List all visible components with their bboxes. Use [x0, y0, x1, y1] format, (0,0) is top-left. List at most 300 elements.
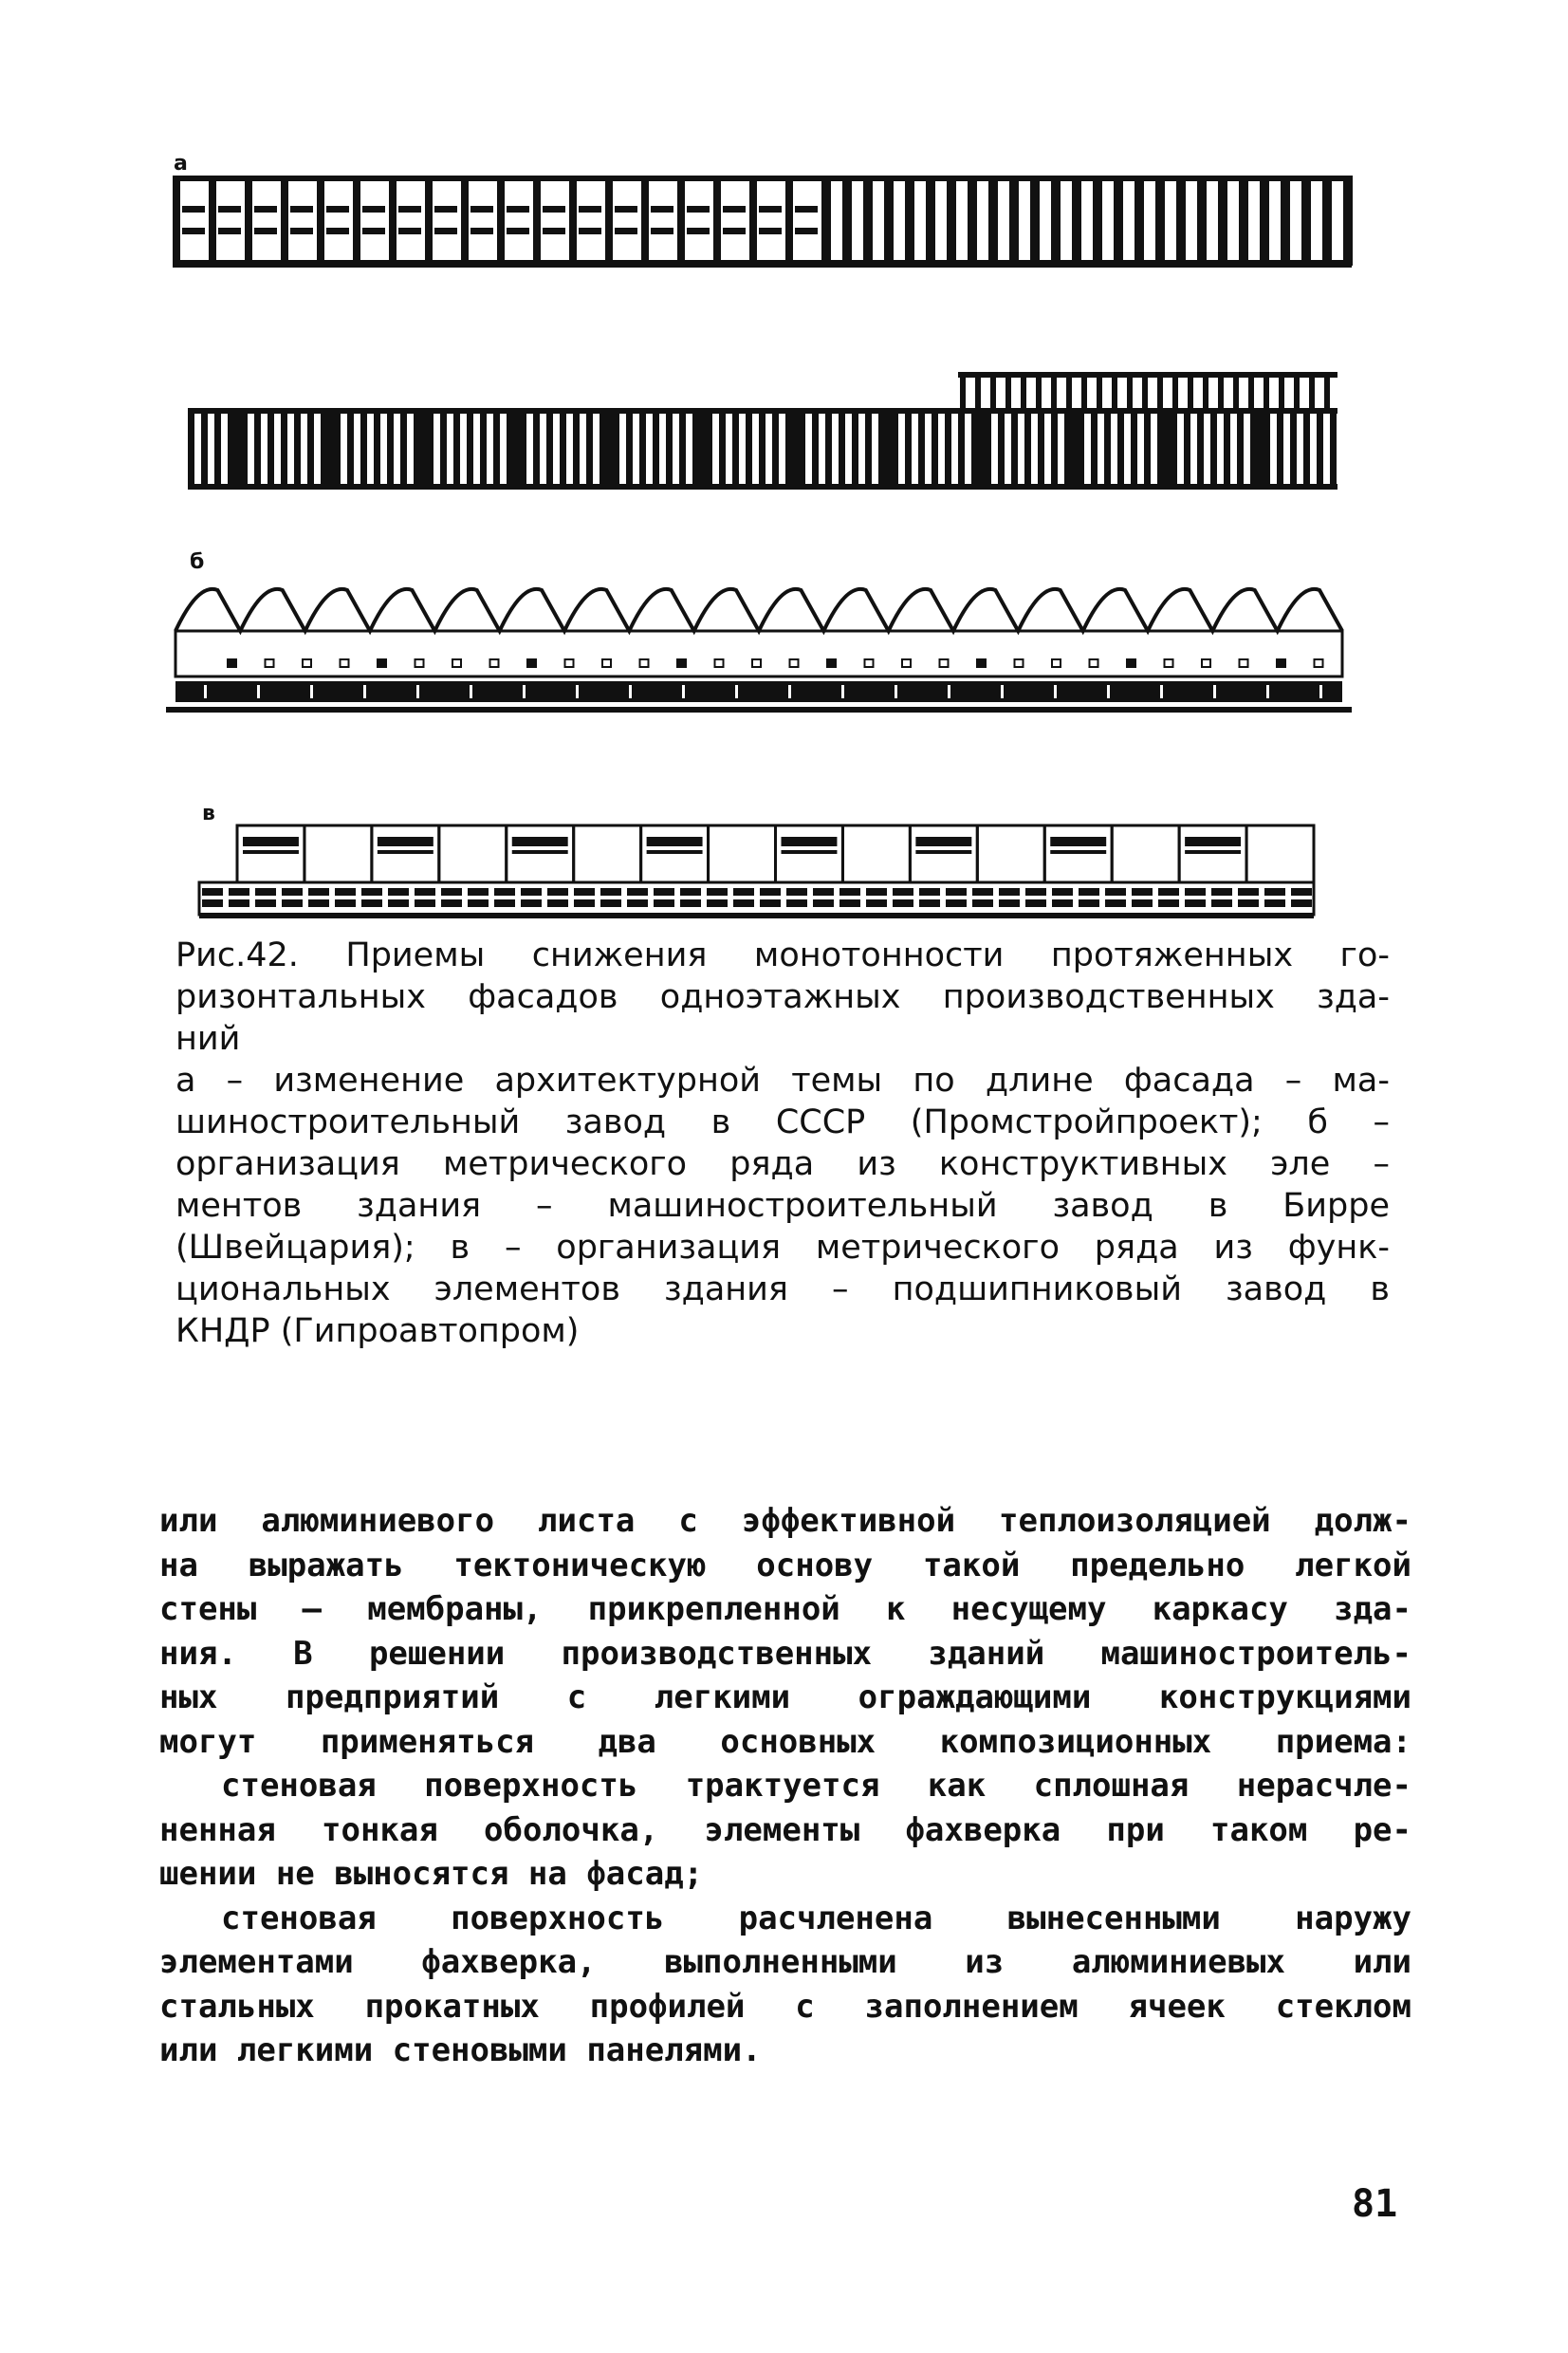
caption-line: ний	[175, 1020, 241, 1058]
fin	[1176, 176, 1186, 266]
caption-line: Рис.42. Приемы снижения монотонности протяженных го-	[175, 936, 1390, 974]
fin	[968, 176, 977, 266]
fin	[374, 408, 380, 484]
caption-line: организация метрического ряда из конструктивных эле –	[175, 1145, 1390, 1183]
lower-panel	[282, 888, 303, 896]
fin	[1011, 408, 1018, 484]
window	[378, 659, 386, 667]
fin	[1051, 176, 1061, 266]
mullion	[310, 685, 313, 698]
figure-label-b: б	[190, 550, 205, 574]
fin	[1264, 372, 1269, 410]
pier	[425, 176, 433, 266]
fin	[1279, 372, 1284, 410]
window	[527, 659, 536, 667]
mullion	[1266, 685, 1269, 698]
mullion	[416, 685, 419, 698]
fin	[1277, 408, 1283, 484]
fin	[812, 408, 819, 484]
bay-window	[1185, 850, 1241, 854]
fin	[905, 408, 912, 484]
lower-panel	[388, 899, 409, 907]
lower-panel	[707, 899, 728, 907]
fin	[1142, 372, 1148, 410]
fin	[1036, 372, 1042, 410]
fin	[863, 176, 873, 266]
panel-bar	[687, 228, 710, 234]
lower-panel	[547, 888, 568, 896]
window	[640, 659, 649, 667]
panel-bar	[182, 206, 205, 213]
pier	[533, 176, 541, 266]
lower-panel	[1052, 899, 1073, 907]
bay	[977, 825, 1044, 882]
lower-panel	[415, 888, 435, 896]
pier	[713, 176, 721, 266]
mullion	[1054, 685, 1057, 698]
window	[1090, 659, 1098, 667]
pier	[569, 176, 577, 266]
fin	[1051, 408, 1058, 484]
panel-bar	[398, 206, 421, 213]
panel-bar	[615, 206, 637, 213]
lower-panel	[1211, 888, 1232, 896]
window	[490, 659, 499, 667]
body-line: стеновая поверхность расчленена вынесенными наружу	[221, 1899, 1411, 1937]
panel-bar	[759, 228, 782, 234]
mullion	[576, 685, 579, 698]
fin	[347, 408, 354, 484]
mullion	[363, 685, 366, 698]
fin	[985, 408, 991, 484]
bay-window	[1050, 850, 1106, 854]
bay-window	[378, 837, 434, 846]
lower-panel	[547, 899, 568, 907]
pier	[461, 176, 469, 266]
fin	[825, 408, 832, 484]
lower-panel	[308, 888, 329, 896]
fin	[1188, 372, 1193, 410]
lower-panel	[893, 899, 913, 907]
window	[565, 659, 574, 667]
fin	[1301, 176, 1311, 266]
bay-window	[1185, 837, 1241, 846]
fin	[975, 372, 981, 410]
window	[790, 659, 799, 667]
fin	[1114, 176, 1123, 266]
bay	[709, 825, 776, 882]
fin	[1203, 372, 1208, 410]
body-line: стеновая поверхность трактуется как сплошная нерасчле-	[221, 1767, 1411, 1805]
fin	[998, 408, 1005, 484]
fin	[546, 408, 553, 484]
fin	[1127, 372, 1133, 410]
fin	[1210, 408, 1217, 484]
window	[865, 659, 874, 667]
window	[752, 659, 761, 667]
panel-bar	[723, 206, 746, 213]
roof-line	[173, 176, 1352, 181]
fin	[1218, 176, 1227, 266]
lower-panel	[866, 899, 887, 907]
lower-panel	[999, 888, 1020, 896]
fin	[932, 408, 938, 484]
window	[1240, 659, 1248, 667]
fin	[1038, 408, 1044, 484]
body-line: шении не выносятся на фасад;	[159, 1855, 704, 1893]
window	[303, 659, 311, 667]
figure-42	[0, 0, 1568, 949]
pier	[641, 176, 649, 266]
fin	[1237, 408, 1244, 484]
lower-panel	[335, 888, 356, 896]
lower-panel	[946, 899, 967, 907]
bay	[304, 825, 372, 882]
panel-bar	[254, 206, 277, 213]
panel-bar	[218, 228, 241, 234]
fin	[241, 408, 248, 484]
base-line	[188, 484, 1337, 490]
panel-bar	[579, 228, 601, 234]
fin	[759, 408, 766, 484]
fin	[988, 176, 998, 266]
fin	[884, 176, 894, 266]
panel-bar	[362, 206, 385, 213]
facade-v-metric	[199, 825, 1314, 918]
body-line: ненная тонкая оболочка, элементы фахверка при таком ре-	[159, 1810, 1411, 1849]
fin	[1248, 372, 1254, 410]
pier	[389, 176, 397, 266]
caption-line: (Швейцария); в – организация метрического ряда из функ-	[175, 1229, 1390, 1267]
lower-panel	[574, 888, 595, 896]
lower-panel	[468, 888, 489, 896]
panel-bar	[470, 228, 493, 234]
pier	[497, 176, 505, 266]
pier	[173, 176, 180, 266]
bay	[439, 825, 507, 882]
bay-window	[378, 850, 434, 854]
fin	[1309, 372, 1315, 410]
panel-bar	[398, 228, 421, 234]
caption-line: ризонтальных фасадов одноэтажных производственных зда-	[175, 978, 1390, 1016]
lower-panel	[760, 899, 781, 907]
panel-bar	[651, 228, 673, 234]
panel-bar	[290, 206, 313, 213]
fin	[1005, 372, 1011, 410]
fin	[188, 408, 194, 484]
fin	[573, 408, 580, 484]
fin	[400, 408, 407, 484]
mullion	[1001, 685, 1004, 698]
lower-panel	[760, 888, 781, 896]
panel-bar	[290, 228, 313, 234]
fin	[480, 408, 487, 484]
body-line: ния. В решении производственных зданий машиностроитель-	[159, 1634, 1411, 1673]
bay-window	[512, 850, 568, 854]
fin	[960, 372, 966, 410]
facade-a-lower	[188, 372, 1337, 490]
fin	[1239, 176, 1248, 266]
window	[940, 659, 949, 667]
fin	[1009, 176, 1019, 266]
bay-window	[512, 837, 568, 846]
fin	[852, 408, 858, 484]
caption-line: шиностроительный завод в СССР (Промстройпроект); б –	[175, 1103, 1390, 1141]
panel-bar	[543, 206, 565, 213]
window	[1202, 659, 1210, 667]
fin	[1264, 408, 1270, 484]
lower-panel	[361, 899, 382, 907]
panel-bar	[434, 206, 457, 213]
fin	[772, 408, 779, 484]
bay-window	[782, 837, 838, 846]
window	[415, 659, 424, 667]
panel-bar	[434, 228, 457, 234]
lower-panel	[919, 899, 940, 907]
bay-window	[915, 837, 971, 846]
fin	[1197, 408, 1204, 484]
caption-line: КНДР (Гипроавтопром)	[175, 1312, 580, 1350]
panel-bar	[795, 228, 818, 234]
lower-panel	[627, 888, 648, 896]
fin	[653, 408, 659, 484]
lower-panel	[1264, 888, 1285, 896]
window	[715, 659, 724, 667]
lower-panel	[574, 899, 595, 907]
pier	[749, 176, 757, 266]
panel-bar	[795, 206, 818, 213]
figure-label-a: а	[174, 152, 188, 176]
figure-caption	[175, 935, 1390, 1352]
lower-panel	[441, 899, 462, 907]
fin	[947, 176, 956, 266]
fin	[1224, 408, 1230, 484]
lower-panel	[1132, 888, 1153, 896]
fin	[639, 408, 646, 484]
fin	[453, 408, 460, 484]
body-line: элементами фахверка, выполненными из алюминиевых или	[159, 1943, 1411, 1981]
lower-panel	[1158, 899, 1179, 907]
fin	[1024, 408, 1031, 484]
lower-panel	[813, 899, 834, 907]
fin	[1093, 176, 1102, 266]
facade-drawings	[0, 0, 1568, 949]
figure-label-v: в	[202, 802, 215, 825]
fin	[1066, 372, 1072, 410]
window	[341, 659, 349, 667]
panel-bar	[651, 206, 673, 213]
lower-panel	[388, 888, 409, 896]
lower-panel	[1291, 899, 1312, 907]
fin	[560, 408, 566, 484]
fin	[926, 176, 935, 266]
bay-window	[243, 850, 299, 854]
pier	[209, 176, 216, 266]
bay	[1112, 825, 1179, 882]
fin	[918, 408, 925, 484]
mullion	[204, 685, 207, 698]
panel-bar	[254, 228, 277, 234]
bay-window	[1050, 837, 1106, 846]
lower-panel	[813, 888, 834, 896]
lower-panel	[1079, 899, 1099, 907]
mullion	[735, 685, 738, 698]
wall-band	[175, 631, 1342, 676]
lower-panel	[229, 899, 249, 907]
fin	[905, 176, 914, 266]
body-line: стальных прокатных профилей с заполнением ячеек стеклом	[159, 1987, 1411, 2026]
window	[1052, 659, 1061, 667]
fin	[1030, 176, 1040, 266]
mullion	[1160, 685, 1163, 698]
fin	[732, 408, 739, 484]
lower-panel	[1079, 888, 1099, 896]
mullion	[788, 685, 791, 698]
lower-panel	[680, 899, 701, 907]
lower-panel	[654, 899, 674, 907]
bay-window	[915, 850, 971, 854]
panel-bar	[507, 206, 529, 213]
lower-panel	[255, 888, 276, 896]
fin	[281, 408, 287, 484]
fin	[666, 408, 673, 484]
lower-panel	[229, 888, 249, 896]
pier	[353, 176, 360, 266]
pier	[677, 176, 685, 266]
fin	[799, 408, 805, 484]
window	[902, 659, 911, 667]
fin	[1172, 372, 1178, 410]
mullion	[682, 685, 685, 698]
lower-panel	[521, 888, 542, 896]
fin	[1157, 372, 1163, 410]
pier	[245, 176, 252, 266]
fin	[586, 408, 593, 484]
bay	[842, 825, 910, 882]
facade-a-upper	[173, 176, 1353, 268]
lower-panel	[839, 888, 860, 896]
fin	[839, 408, 845, 484]
fin	[865, 408, 872, 484]
fin	[1171, 408, 1177, 484]
window	[1165, 659, 1173, 667]
window	[1015, 659, 1024, 667]
fin	[467, 408, 473, 484]
fin	[1144, 408, 1151, 484]
panel-bar	[723, 228, 746, 234]
lower-panel	[972, 888, 993, 896]
fin	[1155, 176, 1165, 266]
lower-panel	[1158, 888, 1179, 896]
fin	[1072, 176, 1081, 266]
lower-panel	[654, 888, 674, 896]
fin	[679, 408, 686, 484]
fin	[1051, 372, 1057, 410]
lower-panel	[600, 888, 621, 896]
lower-panel	[1185, 899, 1206, 907]
lower-panel	[999, 899, 1020, 907]
pier	[605, 176, 613, 266]
body-line: стены – мембраны, прикрепленной к несущему каркасу зда-	[159, 1590, 1411, 1628]
fin	[1081, 372, 1087, 410]
mullion	[1213, 685, 1216, 698]
lower-panel	[839, 899, 860, 907]
lower-band	[199, 882, 1314, 915]
fin	[520, 408, 526, 484]
fin	[201, 408, 208, 484]
lower-panel	[1238, 888, 1259, 896]
lower-panel	[361, 888, 382, 896]
fin	[1134, 176, 1144, 266]
panel-bar	[362, 228, 385, 234]
fin	[267, 408, 274, 484]
caption-line: ментов здания – машиностроительный завод в Бирре	[175, 1187, 1390, 1225]
fin	[493, 408, 500, 484]
fin	[254, 408, 261, 484]
bay	[1246, 825, 1314, 882]
lower-panel	[415, 899, 435, 907]
pier	[317, 176, 324, 266]
mullion	[1319, 685, 1322, 698]
lower-panel	[308, 899, 329, 907]
lower-panel	[786, 888, 807, 896]
fin	[1324, 372, 1330, 410]
lower-panel	[680, 888, 701, 896]
lower-panel	[733, 899, 754, 907]
body-line: на выражать тектоническую основу такой предельно легкой	[159, 1546, 1411, 1584]
fin	[706, 408, 712, 484]
lower-panel	[255, 899, 276, 907]
lower-panel	[202, 888, 223, 896]
window	[827, 659, 836, 667]
fin	[892, 408, 898, 484]
caption-line: а – изменение архитектурной темы по длине фасада – ма-	[175, 1062, 1390, 1100]
body-line: могут применяться два основных композиционных приема:	[159, 1722, 1411, 1761]
base-band	[175, 681, 1342, 702]
mullion	[470, 685, 472, 698]
fin	[1233, 372, 1239, 410]
panel-bar	[470, 206, 493, 213]
window	[266, 659, 274, 667]
lower-panel	[1025, 899, 1046, 907]
fin	[307, 408, 314, 484]
fin	[1117, 408, 1124, 484]
pier	[1344, 176, 1352, 266]
lower-panel	[1105, 899, 1126, 907]
sawtooth-roof	[175, 589, 1342, 631]
ground-line	[166, 707, 1352, 713]
lower-panel	[1025, 888, 1046, 896]
fin	[990, 372, 996, 410]
panel-bar	[326, 228, 349, 234]
lower-panel	[627, 899, 648, 907]
fin	[1290, 408, 1297, 484]
mullion	[895, 685, 897, 698]
lower-panel	[468, 899, 489, 907]
fin	[1322, 176, 1332, 266]
lower-panel	[946, 888, 967, 896]
panel-bar	[218, 206, 241, 213]
lower-panel	[893, 888, 913, 896]
fin	[821, 176, 831, 266]
fin	[1303, 408, 1310, 484]
fin	[440, 408, 447, 484]
lower-panel	[1291, 888, 1312, 896]
fin	[214, 408, 221, 484]
bay-window	[647, 837, 703, 846]
fin	[533, 408, 540, 484]
fin	[1131, 408, 1137, 484]
